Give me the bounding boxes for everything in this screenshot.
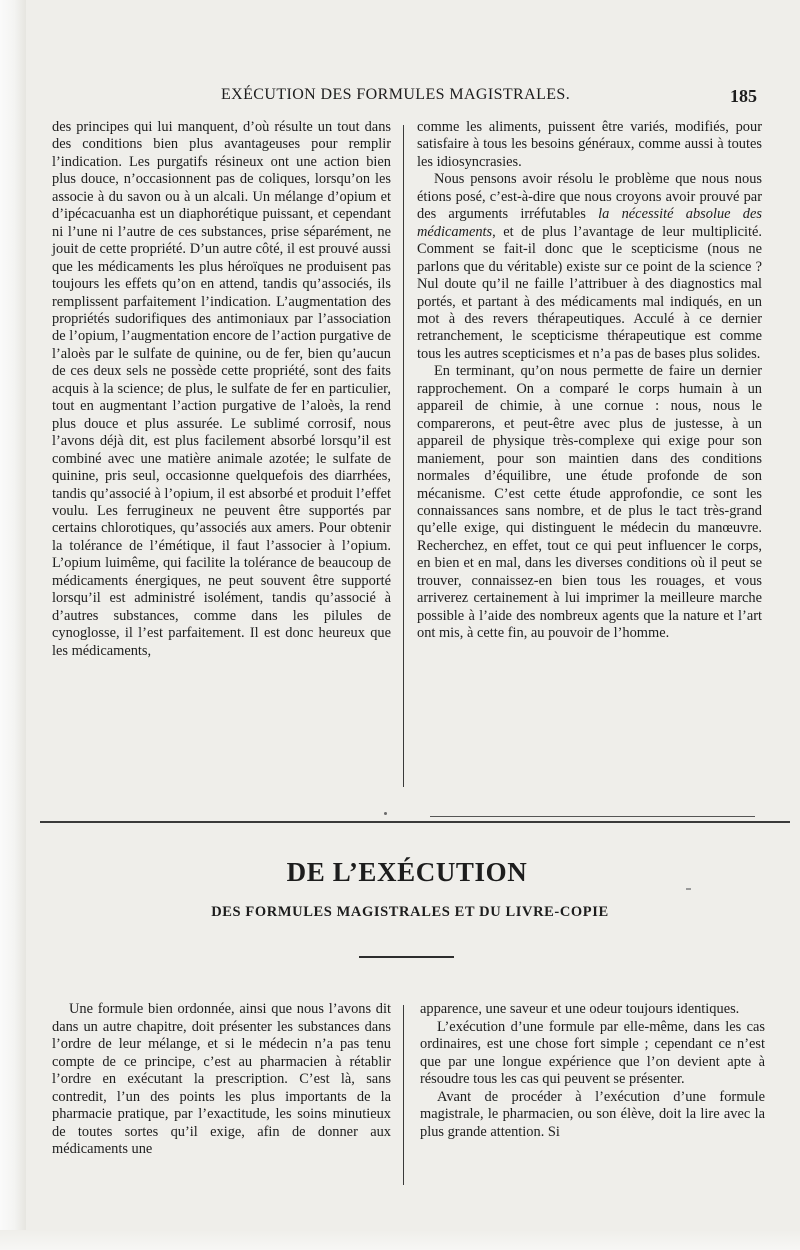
section-separator bbox=[40, 821, 790, 823]
paragraph: L’exécution d’une formule par elle-même, dans les cas ordinaires, est une chose fort simple ; cependant ce n’est que par une longue expérience que l’on devient apte à résoudre tous les cas qui peuvent se présenter. bbox=[420, 1018, 765, 1087]
paragraph: En terminant, qu’on nous permette de faire un dernier rapprochement. On a comparé le corps humain à un appareil de chimie, à une cornue : nous, nous le comparerons, et peut-être avec plus de justesse, à un appareil de physique très-complexe qui exige pour son maniement, pour son maintien dans des conditions normales d’équilibre, une étude profonde de son mécanisme. C’est cette étude approfondie, ce sont les connaissances sans nombre, et de plus le tact très-grand qu’elle exige, qui distinguent le médecin du manœuvre. Recherchez, en effet, tout ce qui peut influencer le corps, en bien et en mal, dans les diverses conditions où il peut se trouver, connaissez-en bien tous les rouages, et vous arriverez certainement à lui imprimer la meilleure marche possible à l’aide des nombreux agents que la nature et l’art ont mis, à cette fin, au pouvoir de l’homme. bbox=[417, 363, 762, 642]
page-bottom-margin bbox=[0, 1230, 800, 1250]
paragraph: des principes qui lui manquent, d’où résulte un tout dans des conditions bien plus avantageuses pour remplir l’indication. Les purgatifs résineux ont une action bien plus douce, n’occasionnent pas de coliques, lorsqu’on les associe à du savon ou à un alcali. Un mélange d’opium et d’ipécacuanha est un diaphorétique puissant, et cependant ni l’une ni l’autre de ces substances, prise séparément, ne jouit de cette propriété. D’un autre côté, il est prouvé aussi que les médicaments les plus héroïques ne produisent pas toujours les effets qu’on en attend, tandis qu’associés, ils remplissent parfaitement l’indication. L’augmentation des propriétés sudorifiques des antimoniaux par l’association de l’opium, l’augmentation encore de l’action purgative de l’aloès par le sulfate de quinine, ou de fer, bien qu’aucun de ces deux sels ne possède cette propriété, sont des faits acquis à la science; de plus, le sulfate de fer en particulier, tout en augmentant l’action purgative de l’aloès, la rend plus douce et plus assurée. Le sublimé corrosif, nous l’avons déjà dit, est plus facilement absorbé lorsqu’il est combiné avec une matière animale azotée; le sulfate de quinine, pris seul, occasionne quelquefois des diarrhées, tandis qu’associé à l’opium, il est absorbé et produit l’effet voulu. Les ferrugineux ne peuvent être supportés par certains chlorotiques, qu’associés aux amers. Pour obtenir la tolérance de l’émétique, il faut l’associer à l’opium. L’opium luimême, qui facilite la tolérance de beaucoup de médicaments énergiques, ne peut souvent être supporté lorsqu’il est administré isolément, tandis qu’associé à d’autres substances, comme dans les pilules de cynoglosse, il l’est parfaitement. Il est donc heureux que les médicaments, bbox=[52, 119, 391, 659]
paragraph: apparence, une saveur et une odeur toujours identiques. bbox=[420, 1001, 740, 1017]
upper-right-column bbox=[417, 119, 762, 643]
paragraph: Une formule bien ordonnée, ainsi que nous l’avons dit dans un autre chapitre, doit présenter les substances dans l’ordre de leur mélange, et si le médecin n’a pas tenu compte de ce principe, c’est au pharmacien à rétablir l’ordre en exécutant la prescription. C’est là, sans contredit, l’un des points les plus importants de la pharmacie pratique, par l’exactitude, les soins minutieux de toutes sortes qu’il exige, afin de donner aux médicaments une bbox=[52, 1001, 391, 1157]
paragraph-text: , et de plus l’avantage de leur multiplicité. Comment se fait-il donc que le scepticisme (nous ne parlons que du véritable) existe sur ce point de la science ? Nul doute qu’il ne faille l’attribuer à des diagnostics mal portés, et partant à des médicaments mal indiqués, en un mot à des revers thérapeutiques. Acculé à ce dernier retranchement, le scepticisme thérapeutique est comme tous les autres scepticismes et n’a pas de bases plus solides. bbox=[417, 223, 762, 362]
page-number: 185 bbox=[730, 86, 757, 106]
section-title: DE L’EXÉCUTION bbox=[286, 857, 528, 887]
title-underline bbox=[359, 956, 454, 958]
paragraph-text: Nous pensons avoir résolu le problème que nous nous étions posé, c’est-à-dire que nous croyons avoir prouvé par des arguments irréfutables bbox=[417, 171, 762, 223]
ink-speck bbox=[384, 812, 387, 815]
column-end-rule bbox=[430, 816, 755, 817]
lower-right-column bbox=[420, 1001, 765, 1141]
lower-left-column bbox=[52, 1001, 391, 1159]
upper-left-column bbox=[52, 119, 391, 660]
paragraph bbox=[417, 171, 762, 363]
paragraph: comme les aliments, puissent être variés, modifiés, pour satisfaire à tous les besoins généraux, comme aussi à toutes les idiosyncrasies. bbox=[417, 119, 762, 170]
column-divider-upper bbox=[403, 125, 404, 787]
ink-speck bbox=[686, 888, 691, 890]
paragraph: Avant de procéder à l’exécution d’une formule magistrale, le pharmacien, ou son élève, doit la lire avec la plus grande attention. Si bbox=[420, 1088, 765, 1140]
section-subtitle: DES FORMULES MAGISTRALES ET DU LIVRE-COPIE bbox=[211, 904, 609, 920]
page-gutter-shadow bbox=[0, 0, 26, 1250]
emphasized-phrase: la nécessité absolue des médicaments bbox=[417, 206, 762, 240]
column-divider-lower bbox=[403, 1005, 404, 1185]
running-title: EXÉCUTION DES FORMULES MAGISTRALES. bbox=[221, 86, 571, 103]
